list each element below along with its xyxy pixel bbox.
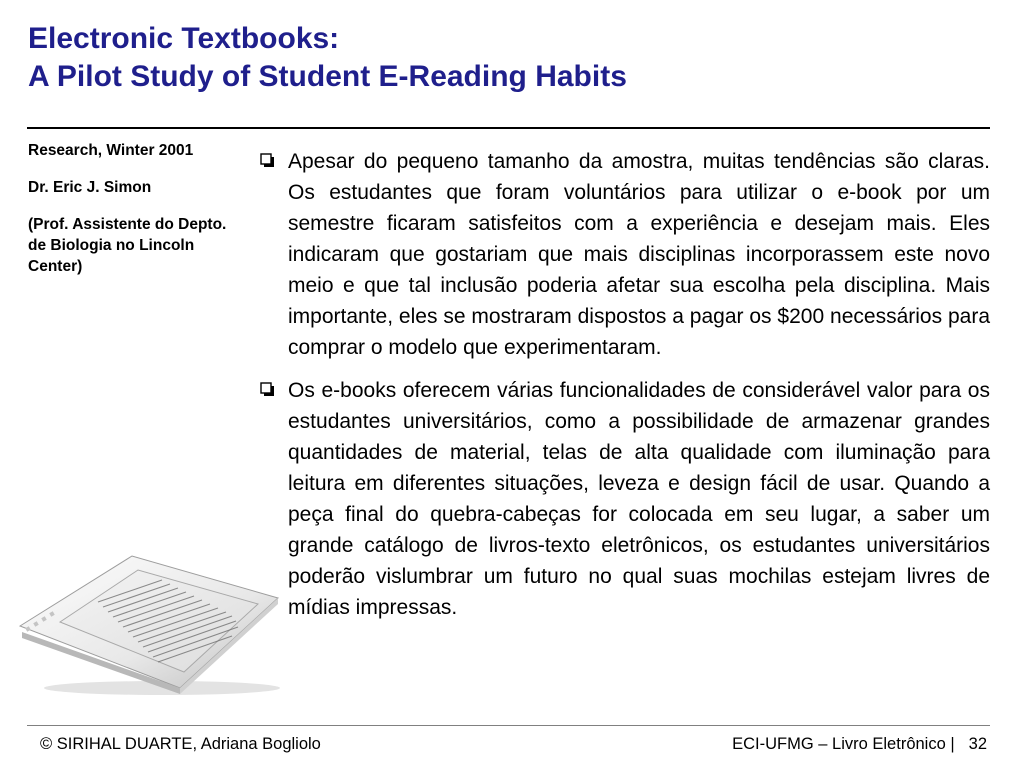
footer-source	[732, 734, 987, 754]
slide-title-line-2: A Pilot Study of Student E-Reading Habits	[28, 60, 627, 93]
footer-source-label: ECI-UFMG – Livro Eletrônico |	[732, 735, 955, 753]
footer-divider	[27, 725, 990, 726]
page-number: 32	[968, 735, 987, 753]
bullet-text: Apesar do pequeno tamanho da amostra, muitas tendências são claras. Os estudantes que foram voluntários para utilizar o e-book por um semestre ficaram satisfeitos com a experiência e desejam mais. Eles indicaram que gostariam que mais disciplinas incorporassem este novo meio e que tal inclusão poderia afetar sua escolha pela disciplina. Mais importante, eles se mostraram dispostos a pagar os $200 necessários para comprar o modelo que experimentaram.	[288, 150, 990, 359]
bullet-list	[258, 146, 990, 635]
checkbox-bullet-icon	[260, 153, 275, 168]
ereader-icon	[12, 548, 282, 698]
source-sidebar	[28, 140, 246, 293]
affiliation-label: (Prof. Assistente do Depto. de Biologia no Lincoln Center)	[28, 216, 227, 275]
title-divider	[27, 127, 990, 129]
slide-title-line-1: Electronic Textbooks:	[28, 22, 340, 55]
footer-copyright: © SIRIHAL DUARTE, Adriana Bogliolo	[40, 735, 321, 753]
bullet-text: Os e-books oferecem várias funcionalidades de considerável valor para os estudantes universitários, como a possibilidade de armazenar grandes quantidades de material, telas de alta qualidade com iluminação para leitura em diferentes situações, leveza e design fácil de usar. Quando a peça final do quebra-cabeças for colocada em seu lugar, a saber um grande catálogo de livros-texto eletrônicos, os estudantes universitários poderão vislumbrar um futuro no qual suas mochilas estejam livres de mídias impressas.	[288, 379, 990, 619]
slide-title	[28, 20, 627, 96]
bullet-item	[258, 375, 990, 623]
author-label: Dr. Eric J. Simon	[28, 179, 152, 196]
research-label: Research, Winter 2001	[28, 142, 194, 159]
bullet-item	[258, 146, 990, 363]
checkbox-bullet-icon	[260, 382, 275, 397]
